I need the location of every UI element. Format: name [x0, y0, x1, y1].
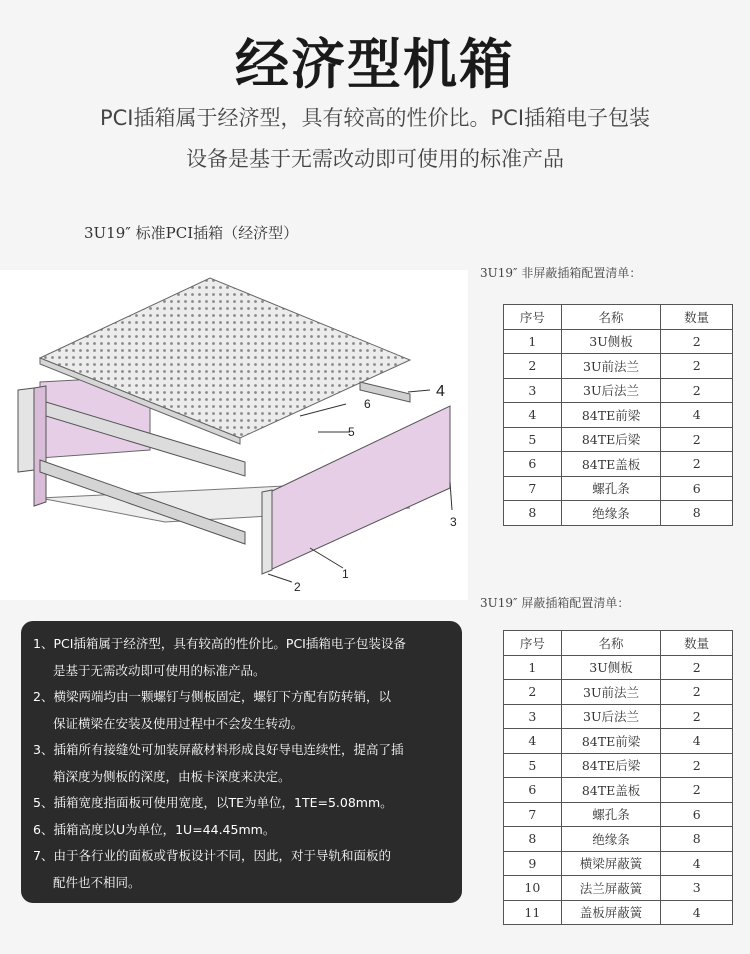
side-panel-right [270, 406, 450, 570]
quantity-cell: 6 [661, 476, 733, 501]
name-cell: 3U前法兰 [561, 680, 661, 705]
name-cell: 84TE前梁 [561, 729, 661, 754]
name-cell: 螺孔条 [561, 802, 661, 827]
quantity-cell: 4 [661, 403, 733, 428]
index-cell: 9 [504, 851, 562, 876]
name-cell: 84TE盖板 [561, 452, 661, 477]
table-row [504, 354, 733, 379]
name-cell: 3U后法兰 [561, 378, 661, 403]
index-cell: 2 [504, 354, 562, 379]
note-item [33, 790, 452, 817]
index-cell: 7 [504, 802, 562, 827]
name-cell: 84TE后梁 [561, 753, 661, 778]
callout-4: 4 [436, 383, 445, 400]
name-cell: 3U侧板 [561, 655, 661, 680]
quantity-cell: 4 [661, 729, 733, 754]
quantity-cell: 2 [661, 655, 733, 680]
name-cell: 绝缘条 [561, 501, 661, 526]
note-first-line: 1、PCI插箱属于经济型，具有较高的性价比。PCI插箱电子包装设备 [33, 636, 406, 651]
table-row [504, 378, 733, 403]
note-first-line: 7、由于各行业的面板或背板设计不同，因此，对于导轨和面板的 [33, 848, 391, 863]
quantity-cell: 4 [661, 851, 733, 876]
unshielded-list-title: 3U19″ 非屏蔽插箱配置清单： [480, 266, 642, 280]
table-row [504, 753, 733, 778]
quantity-cell: 2 [661, 354, 733, 379]
front-flange-left [18, 388, 34, 472]
note-first-line: 3、插箱所有接缝处可加装屏蔽材料形成良好导电连续性，提高了插 [33, 742, 404, 757]
name-cell: 法兰屏蔽簧 [561, 876, 661, 901]
name-cell: 3U后法兰 [561, 704, 661, 729]
shielded-list-title: 3U19″ 屏蔽插箱配置清单： [480, 596, 630, 610]
header-quantity: 数量 [661, 305, 733, 330]
table-row [504, 900, 733, 925]
index-cell: 4 [504, 729, 562, 754]
figure-title: 3U19″ 标准PCI插箱（经济型） [84, 224, 299, 242]
index-cell: 8 [504, 827, 562, 852]
callout-6: 6 [364, 397, 371, 411]
index-cell: 4 [504, 403, 562, 428]
header-index: 序号 [504, 631, 562, 656]
quantity-cell: 2 [661, 680, 733, 705]
table-row [504, 876, 733, 901]
quantity-cell: 2 [661, 452, 733, 477]
quantity-cell: 2 [661, 329, 733, 354]
table-header-row [504, 631, 733, 656]
index-cell: 5 [504, 427, 562, 452]
table-row [504, 802, 733, 827]
quantity-cell: 2 [661, 378, 733, 403]
callout-3: 3 [450, 515, 457, 529]
quantity-cell: 8 [661, 501, 733, 526]
note-item [33, 684, 452, 737]
callout-1: 1 [342, 567, 349, 581]
chassis-drawing [0, 270, 468, 600]
name-cell: 螺孔条 [561, 476, 661, 501]
index-cell: 11 [504, 900, 562, 925]
note-first-line: 6、插箱高度以U为单位，1U=44.45mm。 [33, 821, 276, 837]
index-cell: 1 [504, 329, 562, 354]
table-row [504, 427, 733, 452]
note-continuation: 是基于无需改动即可使用的标准产品。 [53, 662, 266, 678]
table-row [504, 704, 733, 729]
quantity-cell: 8 [661, 827, 733, 852]
page-title: 经济型机箱 [235, 33, 515, 96]
name-cell: 绝缘条 [561, 827, 661, 852]
subtitle-line-1: PCI插箱属于经济型，具有较高的性价比。PCI插箱电子包装 [99, 106, 651, 130]
front-flange-right [262, 490, 272, 574]
name-cell: 3U侧板 [561, 329, 661, 354]
table-row [504, 501, 733, 526]
index-cell: 8 [504, 501, 562, 526]
name-cell: 84TE盖板 [561, 778, 661, 803]
name-cell: 盖板屏蔽簧 [561, 900, 661, 925]
table-row [504, 452, 733, 477]
table-header-row [504, 305, 733, 330]
note-first-line: 5、插箱宽度指面板可使用宽度，以TE为单位，1TE=5.08mm。 [33, 795, 393, 810]
index-cell: 5 [504, 753, 562, 778]
header-quantity: 数量 [661, 631, 733, 656]
header-name: 名称 [561, 631, 661, 656]
shielded-config-table [503, 630, 733, 925]
table-row [504, 403, 733, 428]
chassis-exploded-view [0, 270, 468, 600]
name-cell: 84TE后梁 [561, 427, 661, 452]
quantity-cell: 2 [661, 778, 733, 803]
index-cell: 10 [504, 876, 562, 901]
index-cell: 2 [504, 680, 562, 705]
index-cell: 3 [504, 378, 562, 403]
header-index: 序号 [504, 305, 562, 330]
note-item [33, 631, 452, 684]
index-cell: 6 [504, 452, 562, 477]
table-row [504, 778, 733, 803]
note-item [33, 817, 452, 844]
notes-box [21, 621, 462, 903]
name-cell: 84TE前梁 [561, 403, 661, 428]
index-cell: 3 [504, 704, 562, 729]
table-row [504, 827, 733, 852]
quantity-cell: 3 [661, 876, 733, 901]
side-panel-left [34, 386, 46, 506]
name-cell: 3U前法兰 [561, 354, 661, 379]
header-name: 名称 [561, 305, 661, 330]
note-item [33, 737, 452, 790]
index-cell: 7 [504, 476, 562, 501]
quantity-cell: 2 [661, 753, 733, 778]
name-cell: 横梁屏蔽簧 [561, 851, 661, 876]
table-row [504, 655, 733, 680]
quantity-cell: 4 [661, 900, 733, 925]
callout-5: 5 [348, 425, 355, 439]
table-row [504, 851, 733, 876]
note-item [33, 843, 452, 896]
callout-2: 2 [294, 580, 301, 594]
note-continuation: 箱深度为侧板的深度，由板卡深度来决定。 [53, 768, 291, 784]
note-continuation: 保证横梁在安装及使用过程中不会发生转动。 [53, 715, 304, 731]
note-continuation: 配件也不相同。 [53, 874, 141, 890]
table-row [504, 680, 733, 705]
table-row [504, 476, 733, 501]
subtitle-line-2: 设备是基于无需改动即可使用的标准产品 [186, 147, 564, 171]
quantity-cell: 2 [661, 704, 733, 729]
table-row [504, 729, 733, 754]
table-row [504, 329, 733, 354]
index-cell: 1 [504, 655, 562, 680]
quantity-cell: 2 [661, 427, 733, 452]
index-cell: 6 [504, 778, 562, 803]
unshielded-config-table [503, 304, 733, 526]
note-first-line: 2、横梁两端均由一颗螺钉与侧板固定，螺钉下方配有防转销，以 [33, 689, 391, 704]
quantity-cell: 6 [661, 802, 733, 827]
